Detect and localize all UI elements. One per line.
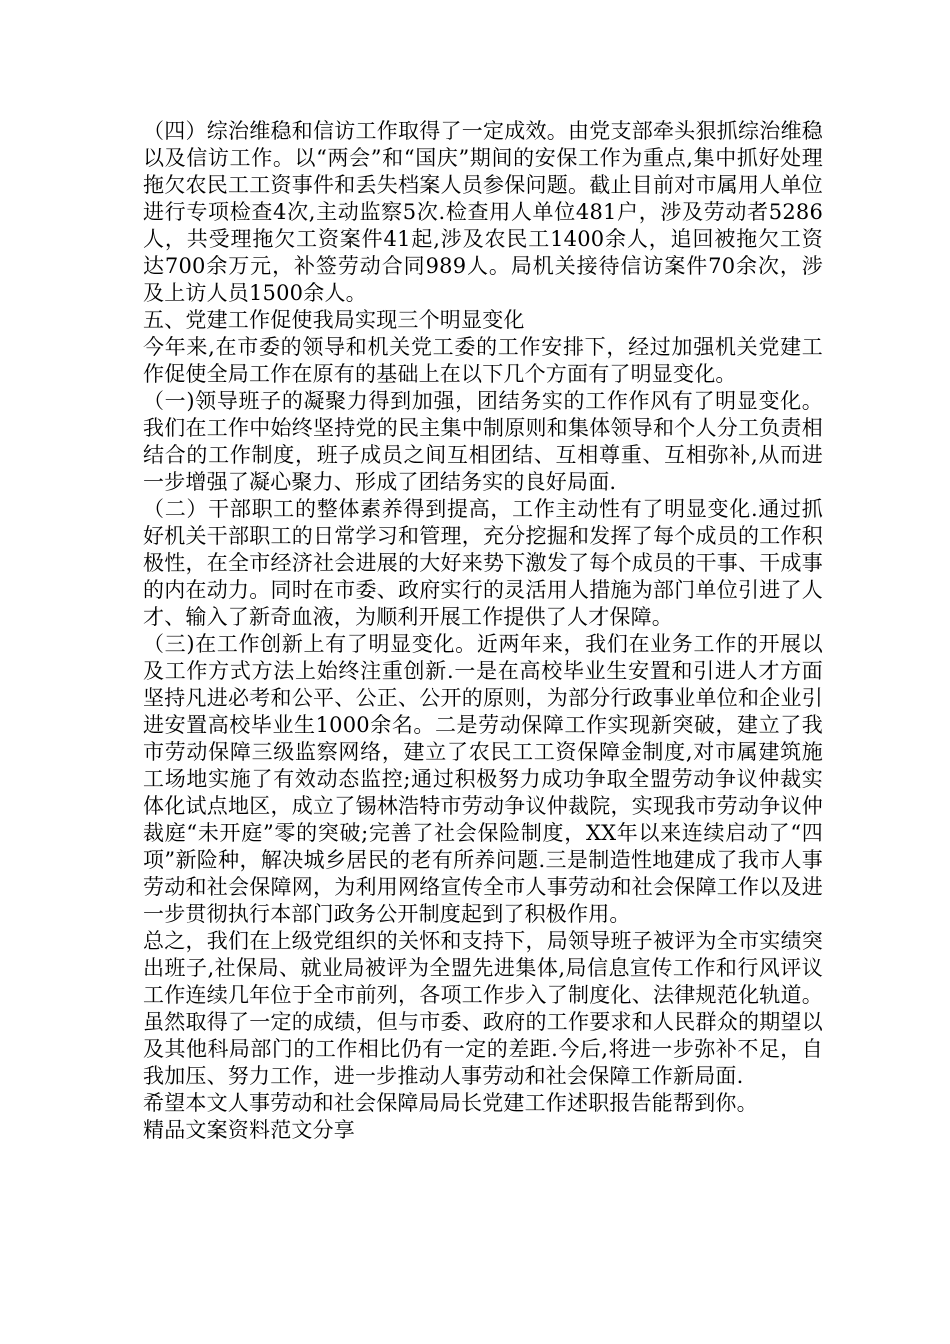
paragraph-closing-wish: 希望本文人事劳动和社会保障局局长党建工作述职报告能帮到你。 xyxy=(143,1091,758,1115)
paragraph-summary: 总之，我们在上级党组织的关怀和支持下，局领导班子被评为全市实绩突出班子,社保局、就业局被评为全盟先进集体,局信息宣传工作和行风评议工作连续几年位于全市前列，各项工作步入了制度化、法律规范化轨道。虽然取得了一定的成绩，但与市委、政府的工作要求和人民群众的期望以及其他科局部门的工作相比仍有一定的差距.今后,将进一步弥补不足，自我加压、努力工作，进一步推动人事劳动和社会保障工作新局面. xyxy=(143,929,823,1088)
document-body xyxy=(143,118,823,1144)
paragraph-petition-work: （四）综治维稳和信访工作取得了一定成效。由党支部牵头狠抓综治维稳以及信访工作。以“两会”和“国庆”期间的安保工作为重点,集中抓好处理拖欠农民工工资事件和丢失档案人员参保问题。截止目前对市属用人单位进行专项检查4次,主动监察5次.检查用人单位481户，涉及劳动者5286人，共受理拖欠工资案件41起,涉及农民工1400余人，追回被拖欠工资达700余万元，补签劳动合同989人。局机关接待信访案件70余次，涉及上访人员1500余人。 xyxy=(143,119,823,305)
paragraph-staff-quality: （二）干部职工的整体素养得到提高，工作主动性有了明显变化.通过抓好机关干部职工的日常学习和管理，充分挖掘和发挥了每个成员的工作积极性，在全市经济社会进展的大好来势下激发了每个成员的干事、干成事的内在动力。同时在市委、政府实行的灵活用人措施为部门单位引进了人才、输入了新奇血液，为顺利开展工作提供了人才保障。 xyxy=(143,497,823,629)
paragraph-leadership: （一)领导班子的凝聚力得到加强，团结务实的工作作风有了明显变化。我们在工作中始终坚持党的民主集中制原则和集体领导和个人分工负责相结合的工作制度，班子成员之间互相团结、互相尊重、互相弥补,从而进一步增强了凝心聚力、形成了团结务实的良好局面. xyxy=(143,389,823,494)
paragraph-intro: 今年来,在市委的领导和机关党工委的工作安排下，经过加强机关党建工作促使全局工作在原有的基础上在以下几个方面有了明显变化。 xyxy=(143,335,823,386)
section-heading-five: 五、党建工作促使我局实现三个明显变化 xyxy=(143,308,525,332)
paragraph-footer-note: 精品文案资料范文分享 xyxy=(143,1118,355,1142)
paragraph-innovation: （三)在工作创新上有了明显变化。近两年来，我们在业务工作的开展以及工作方式方法上始终注重创新.一是在高校毕业生安置和引进人才方面坚持凡进必考和公平、公正、公开的原则，为部分行政事业单位和企业引进安置高校毕业生1000余名。二是劳动保障工作实现新突破，建立了我市劳动保障三级监察网络，建立了农民工工资保障金制度,对市属建筑施工场地实施了有效动态监控;通过积极努力成功争取全盟劳动争议仲裁实体化试点地区，成立了锡林浩特市劳动争议仲裁院，实现我市劳动争议仲裁庭“未开庭”零的突破;完善了社会保险制度，XX年以来连续启动了“四项”新险种，解决城乡居民的老有所养问题.三是制造性地建成了我市人事劳动和社会保障网，为利用网络宣传全市人事劳动和社会保障工作以及进一步贯彻执行本部门政务公开制度起到了积极作用。 xyxy=(143,632,823,926)
